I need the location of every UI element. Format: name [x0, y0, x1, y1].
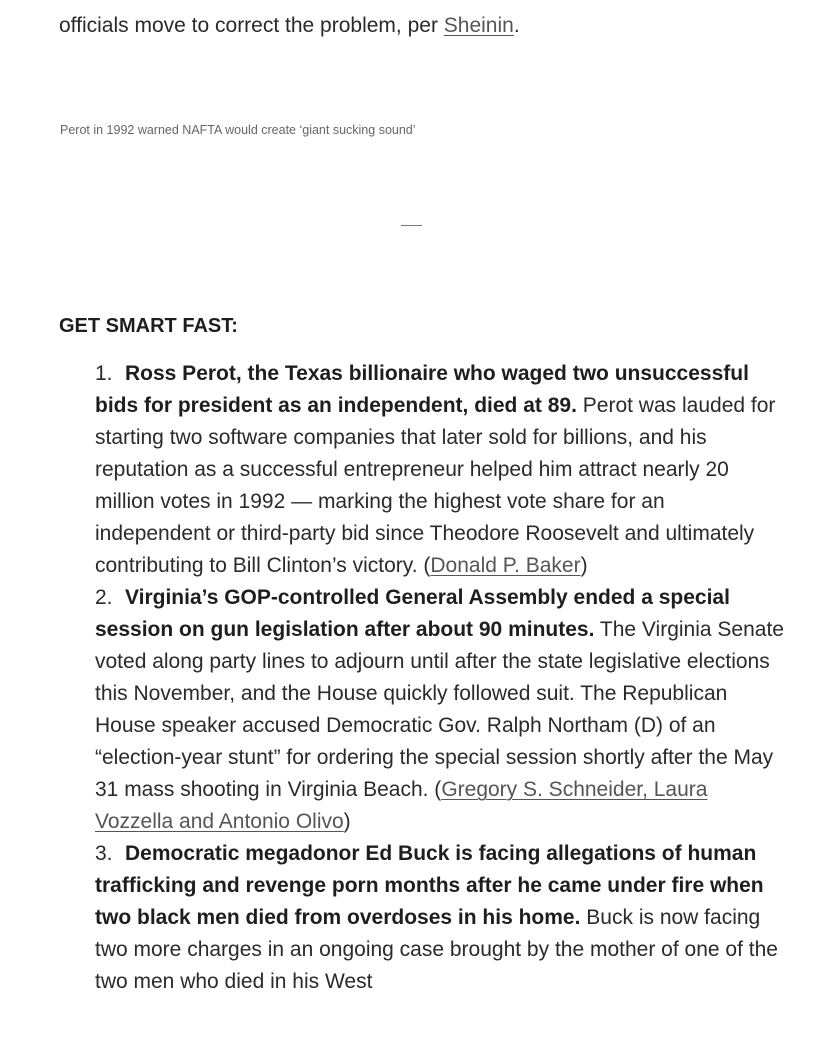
section-separator	[401, 225, 422, 226]
list-item	[95, 582, 785, 838]
list-number: 1.	[95, 362, 113, 385]
list-number: 2.	[95, 586, 113, 609]
author-link-sheinin[interactable]: Sheinin	[443, 14, 514, 37]
story-credit-link[interactable]: Donald P. Baker	[430, 554, 581, 577]
story-headline: Virginia’s GOP-controlled General Assembly ended a special session on gun legislation after about 90 minutes.	[95, 586, 730, 641]
media-caption: Perot in 1992 warned NAFTA would create ‘giant sucking sound’	[60, 123, 416, 137]
lead-end: .	[513, 14, 520, 37]
lead-text: officials move to correct the problem, per	[59, 14, 444, 37]
section-title: GET SMART FAST:	[59, 315, 238, 337]
story-body: Perot was lauded for starting two software companies that later sold for billions, and his reputation as a successful entrepreneur helped him attract nearly 20 million votes in 1992 — marking the highest vote share for an independent or third-party bid since Theodore Roosevelt and ultimately contributing to Bill Clinton’s victory. (	[95, 394, 776, 577]
story-list	[95, 358, 785, 998]
list-number: 3.	[95, 842, 113, 865]
lead-paragraph	[59, 10, 759, 42]
story-headline: Democratic megadonor Ed Buck is facing allegations of human trafficking and revenge porn months after he came under fire when two black men died from overdoses in his home.	[95, 842, 764, 929]
story-body: The Virginia Senate voted along party lines to adjourn until after the state legislative elections this November, and the House quickly followed suit. The Republican House speaker accused Democratic Gov. Ralph Northam (D) of an “election-year stunt” for ordering the special session shortly after the May 31 mass shooting in Virginia Beach. (	[95, 618, 784, 801]
story-body: Buck is now facing two more charges in an ongoing case brought by the mother of one of the two men who died in his West	[95, 906, 778, 993]
list-item	[95, 358, 785, 582]
story-credit-link[interactable]: Gregory S. Schneider, Laura Vozzella and Antonio Olivo	[95, 778, 708, 833]
credit-close: )	[580, 554, 588, 577]
credit-close: )	[343, 810, 351, 833]
story-headline: Ross Perot, the Texas billionaire who waged two unsuccessful bids for president as an independent, died at 89.	[95, 362, 749, 417]
list-item	[95, 838, 785, 998]
